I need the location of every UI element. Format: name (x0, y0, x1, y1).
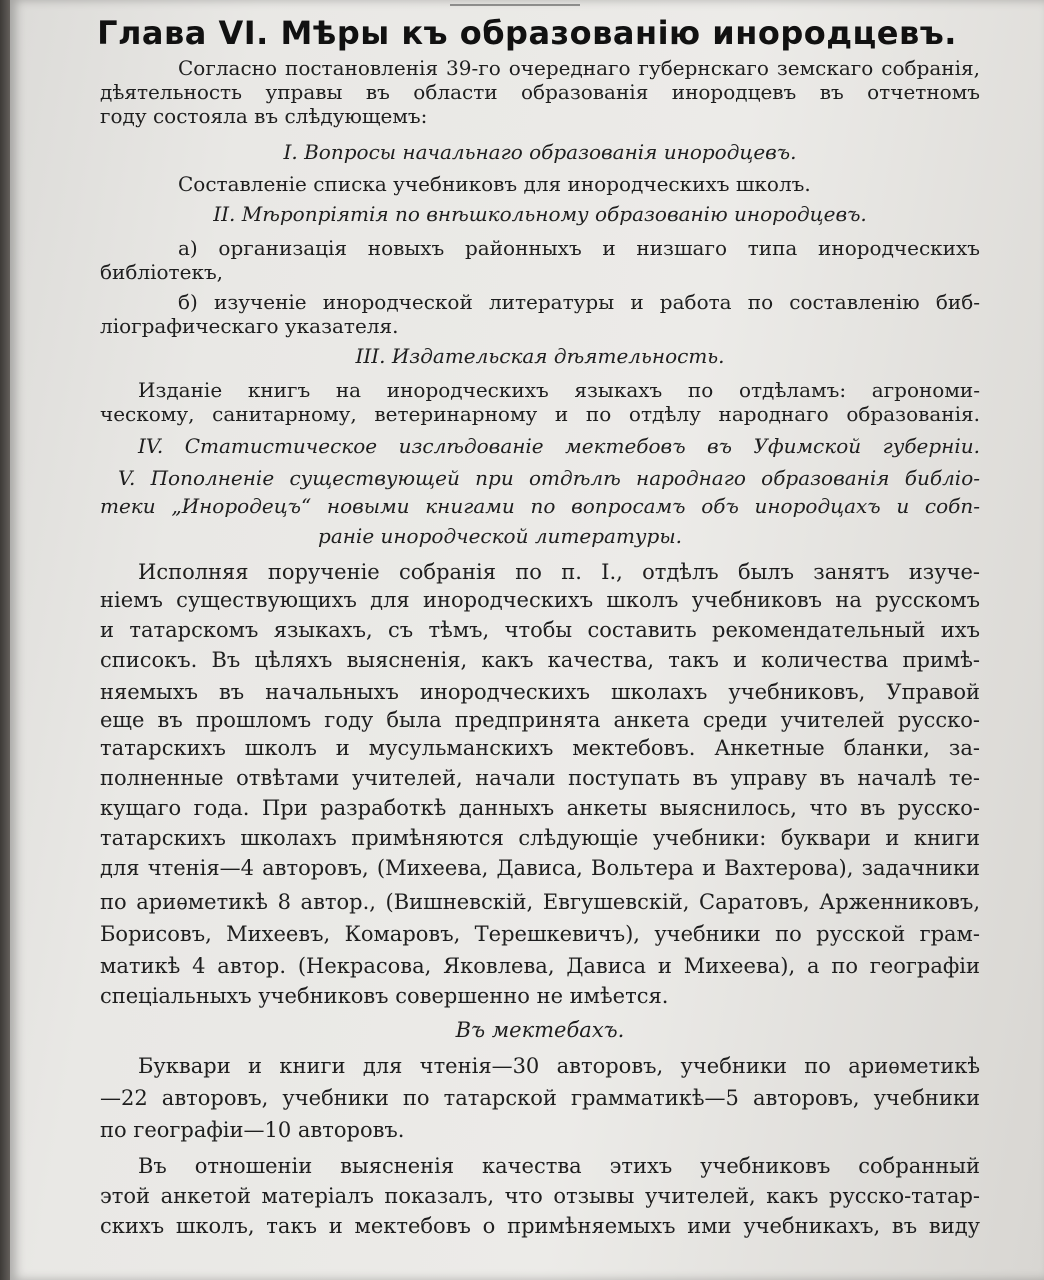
text-line: ліографическаго указателя. (100, 314, 399, 338)
text-line: дѣятельность управы въ области образованія инородцевъ въ отчетномъ (100, 80, 980, 104)
text-line: ческому, санитарному, ветеринарному и по отдѣлу народнаго образованія. (100, 402, 980, 426)
text-line: ніемъ существующихъ для инородческихъ школъ учебниковъ на русскомъ (100, 588, 980, 612)
text-line: Изданіе книгъ на инородческихъ языкахъ по отдѣламъ: агрономи- (138, 378, 980, 402)
text-line: по ариѳметикѣ 8 автор., (Вишневскій, Евгушевскій, Саратовъ, Арженниковъ, (100, 890, 980, 914)
text-line: по географіи—10 авторовъ. (100, 1118, 405, 1142)
section-heading: IV. Статистическое изслѣдованіе мектебовъ въ Уфимской губерніи. (138, 434, 980, 458)
text-line: Борисовъ, Михеевъ, Комаровъ, Терешкевичъ), учебники по русской грам- (100, 922, 980, 946)
section-heading: Въ мектебахъ. (455, 1018, 625, 1042)
text-line: татарскихъ школахъ примѣняются слѣдующіе учебники: буквари и книги (100, 826, 980, 850)
text-line: татарскихъ школъ и мусульманскихъ мектебовъ. Анкетные бланки, за- (100, 736, 980, 760)
text-line: матикѣ 4 автор. (Некрасова, Яковлева, Дависа и Михеева), а по географіи (100, 954, 980, 978)
text-line: —22 авторовъ, учебники по татарской грамматикѣ—5 авторовъ, учебники (100, 1086, 980, 1110)
text-line: Исполняя порученіе собранія по п. I., отдѣлъ былъ занятъ изуче- (138, 560, 980, 584)
chapter-title: Глава VI. Мѣры къ образованію инородцевъ. (97, 14, 957, 52)
section-heading: III. Издательская дѣятельность. (355, 344, 725, 368)
text-line: б) изученіе инородческой литературы и работа по составленію биб- (178, 290, 980, 314)
text-line: году состояла въ слѣдующемъ: (100, 104, 428, 128)
text-line: а) организація новыхъ районныхъ и низшаго типа инородческихъ (178, 236, 980, 260)
text-line: для чтенія—4 авторовъ, (Михеева, Дависа, Вольтера и Вахтерова), задачники (100, 856, 980, 880)
text-line: Составленіе списка учебниковъ для инородческихъ школъ. (178, 172, 811, 196)
top-rule (450, 4, 580, 6)
text-line: Буквари и книги для чтенія—30 авторовъ, учебники по ариѳметикѣ (138, 1054, 980, 1078)
section-heading: раніе инородческой литературы. (318, 524, 682, 548)
text-line: и татарскомъ языкахъ, съ тѣмъ, чтобы составить рекомендательный ихъ (100, 618, 980, 642)
section-heading: II. Мѣропріятія по внѣшкольному образованію инородцевъ. (213, 202, 867, 226)
text-line: Въ отношеніи выясненія качества этихъ учебниковъ собранный (138, 1154, 980, 1178)
text-line: Согласно постановленія 39-го очереднаго губернскаго земскаго собранія, (178, 56, 980, 80)
text-line: полненные отвѣтами учителей, начали поступать въ управу въ началѣ те- (100, 766, 980, 790)
text-line: библіотекъ, (100, 260, 224, 284)
text-line: спеціальныхъ учебниковъ совершенно не имѣется. (100, 984, 669, 1008)
text-line: скихъ школъ, такъ и мектебовъ о примѣняемыхъ ими учебникахъ, въ виду (100, 1214, 980, 1238)
text-line: этой анкетой матеріалъ показалъ, что отзывы учителей, какъ русско-татар- (100, 1184, 980, 1208)
section-heading: теки „Инородецъ“ новыми книгами по вопросамъ объ инородцахъ и собп- (100, 494, 980, 518)
document-page (10, 0, 1044, 1280)
section-heading: V. Пополненіе существующей при отдѣлѣ народнаго образованія библіо- (118, 466, 980, 490)
text-line: еще въ прошломъ году была предпринята анкета среди учителей русско- (100, 708, 980, 732)
text-line: списокъ. Въ цѣляхъ выясненія, какъ качества, такъ и количества примѣ- (100, 648, 980, 672)
text-line: няемыхъ въ начальныхъ инородческихъ школахъ учебниковъ, Управой (100, 680, 980, 704)
section-heading: I. Вопросы начальнаго образованія инородцевъ. (283, 140, 797, 164)
text-line: кущаго года. При разработкѣ данныхъ анкеты выяснилось, что въ русско- (100, 796, 980, 820)
